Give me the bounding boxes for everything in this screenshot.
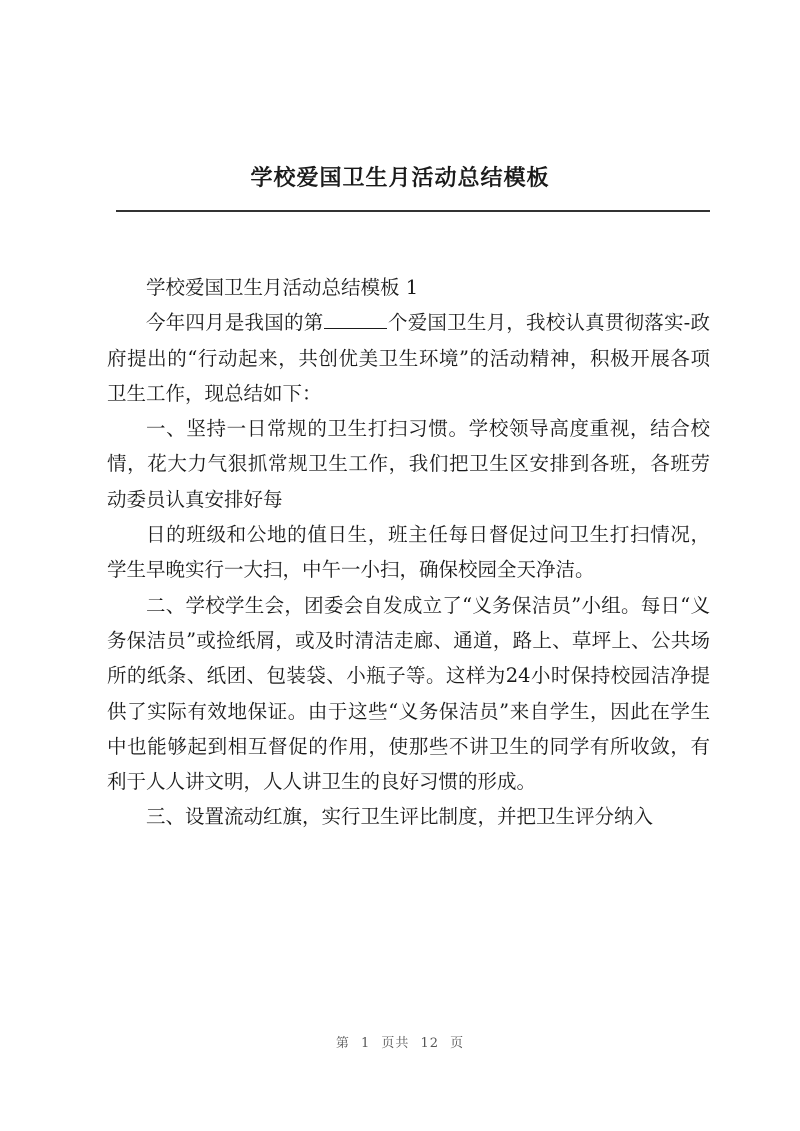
fill-in-blank: [324, 309, 386, 330]
intro-text-before-blank: 今年四月是我国的第: [146, 311, 324, 335]
intro-text-after-blank: 个爱国卫生月，我校认真贯彻落实-政府提出的“行动起来，共创优美卫生环境”的活动精神，积极开展各项卫生工作，现总结如下：: [107, 311, 710, 405]
title-divider: [116, 210, 710, 212]
document-subtitle: 学校爱国卫生月活动总结模板 1: [146, 276, 419, 299]
page-title: 学校爱国卫生月活动总结模板: [250, 165, 550, 191]
intro-paragraph: [107, 305, 710, 411]
document-body: [107, 270, 710, 835]
section-1-continuation: 日的班级和公地的值日生，班主任每日督促过问卫生打扫情况，学生早晚实行一大扫，中午一小扫，确保校园全天净洁。: [107, 523, 710, 582]
section-2-paragraph: 二、学校学生会，团委会自发成立了“义务保洁员”小组。每日“义务保洁员”或捡纸屑，或及时清洁走廊、通道，路上、草坪上、公共场所的纸条、纸团、包装袋、小瓶子等。这样为24小时保持校园洁净提供了实际有效地保证。由于这些“义务保洁员”来自学生，因此在学生中也能够起到相互督促的作用，使那些不讲卫生的同学有所收敛，有利于人人讲文明，人人讲卫生的良好习惯的形成。: [107, 593, 710, 794]
section-1-paragraph: 一、坚持一日常规的卫生打扫习惯。学校领导高度重视，结合校情，花大力气狠抓常规卫生工作，我们把卫生区安排到各班，各班劳动委员认真安排好每: [107, 417, 710, 511]
section-3-paragraph: 三、设置流动红旗，实行卫生评比制度，并把卫生评分纳入: [146, 805, 654, 829]
page-number-footer: 第 1 页共 12 页: [335, 1036, 465, 1051]
